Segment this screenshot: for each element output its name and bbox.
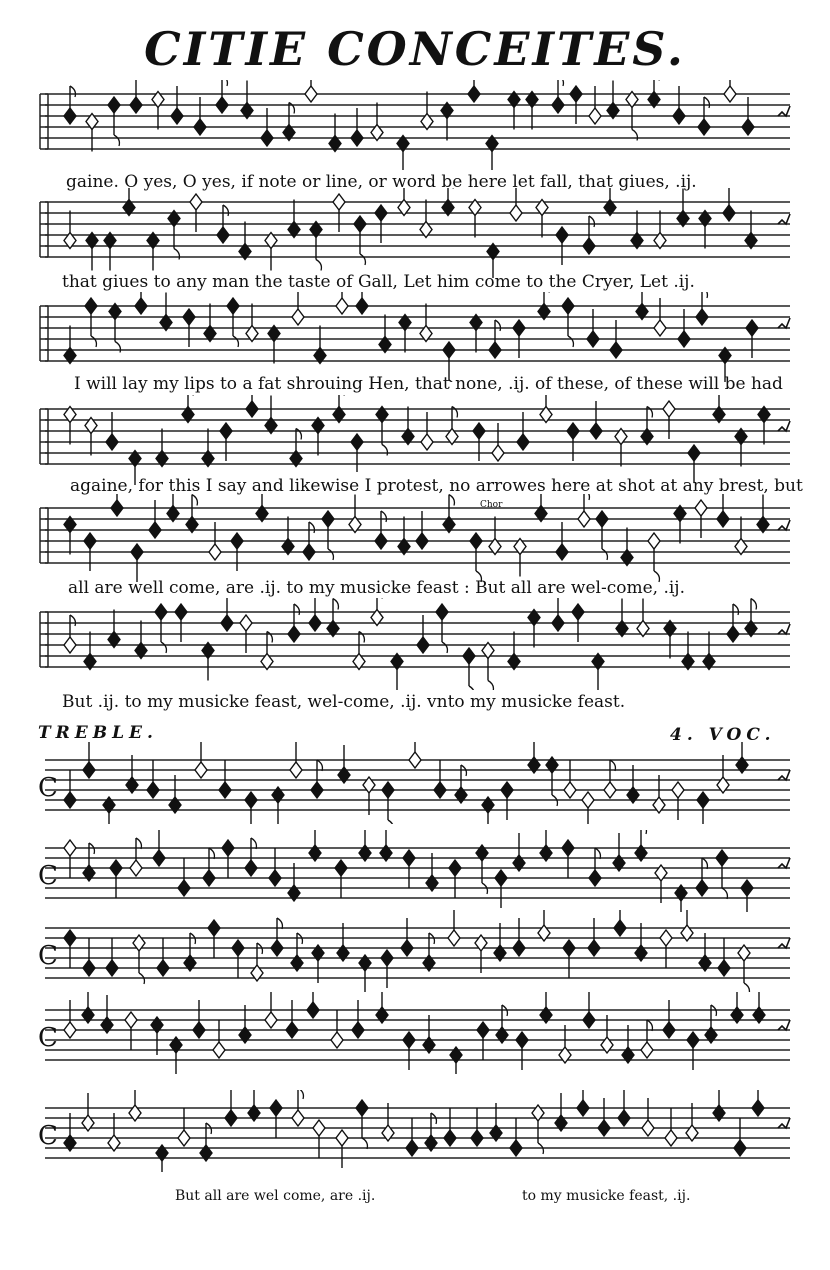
custos-mark [778,421,790,431]
tablature-mark [40,612,48,667]
lyric-line-5: all are well come, are .ij. to my musicke feast : But all are wel-come, .ij. [68,578,685,598]
note-heads [64,992,765,1074]
custos-mark [778,1118,790,1128]
tablature-mark [40,306,48,361]
staff-lines [45,306,790,361]
clef-icon: C [38,861,58,891]
custos-mark [778,624,790,634]
lyric-line-4: againe, for this I say and likewise I protest, no arrowes here at shot at any brest, but [70,476,803,496]
staff-lines [45,409,790,464]
treble-staff-1 [0,742,830,824]
staff-lines [45,612,790,667]
music-staff-2 [0,188,830,278]
treble-staff-3 [0,910,830,992]
tablature-mark [40,202,48,257]
lyric-line-6: But .ij. to my musicke feast, wel-come, .ij. vnto my musicke feast. [62,692,626,712]
chor-label: Chor [480,500,503,510]
custos-mark [778,770,790,780]
tablature-mark [40,409,48,464]
treble-staff-2 [0,830,830,912]
custos-mark [778,858,790,868]
note-heads [64,910,750,992]
custos-mark [778,1020,790,1030]
tablature-mark [40,94,48,149]
note-heads [64,742,748,824]
clef-icon: C [38,941,58,971]
music-staff-4 [0,395,830,485]
treble-lyric-2: to my musicke feast, .ij. [522,1188,691,1204]
custos-mark [778,318,790,328]
custos-mark [778,520,790,530]
custos-mark [778,106,790,116]
tablature-mark [40,508,48,563]
clef-icon: C [38,773,58,803]
clef-icon: C [38,1023,58,1053]
music-staff-3 [0,292,830,382]
note-heads [64,1090,764,1172]
treble-lyric-1: But all are wel come, are .ij. [175,1188,376,1204]
custos-mark [778,214,790,224]
voices-label: 4. VOC. [670,725,776,745]
music-staff-1 [0,80,830,170]
treble-staff-5 [0,1090,830,1172]
custos-mark [778,938,790,948]
note-heads [64,830,753,912]
clef-icon: C [38,1121,58,1151]
lyric-line-1: gaine. O yes, O yes, if note or line, or word be here let fall, that giues, .ij. [66,172,697,192]
staff-lines [45,1108,790,1158]
music-staff-6 [0,598,830,690]
staff-lines [45,928,790,978]
treble-label: TREBLE. [38,723,158,743]
lyric-line-3: I will lay my lips to a fat shrouing Hen, that none, .ij. of these, of these will be had [74,374,783,394]
page-title: CITIE CONCEITES. [144,22,686,76]
treble-staff-4 [0,992,830,1074]
lyric-line-2: that giues to any man the taste of Gall, Let him come to the Cryer, Let .ij. [62,272,695,292]
staff-lines [45,202,790,257]
music-staff-5 [0,494,830,584]
